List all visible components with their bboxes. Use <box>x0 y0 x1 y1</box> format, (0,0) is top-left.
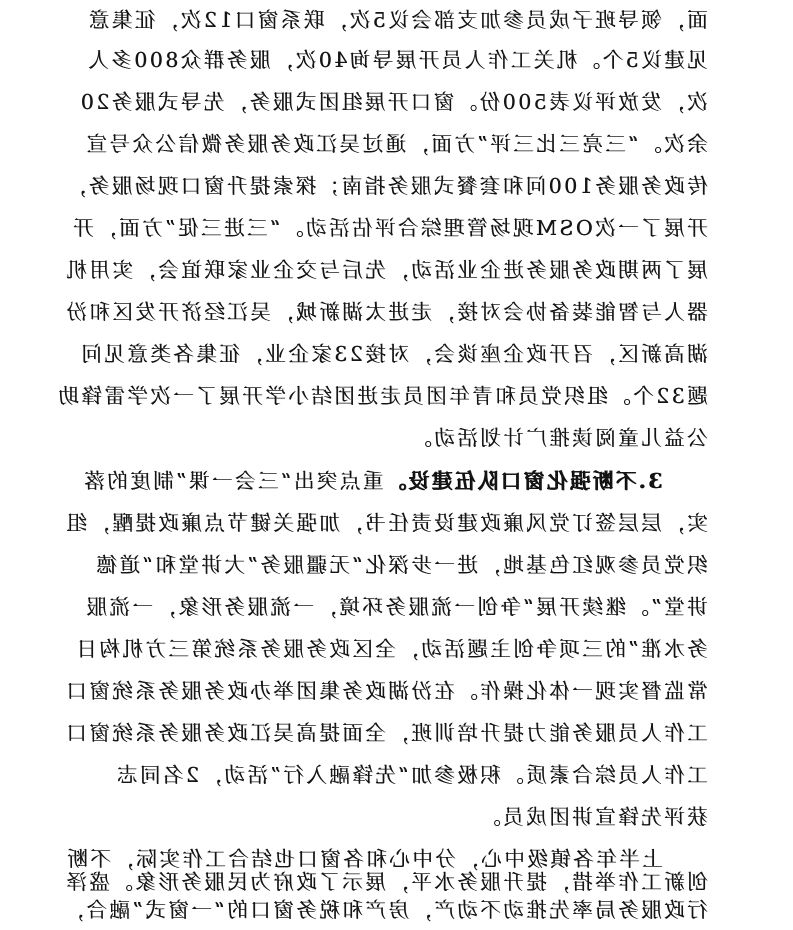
text-line: 公益儿童阅读推广计划活动。 <box>409 426 708 450</box>
text-line: 见建议5个。机关工作人员开展导询40次，服务群众800多人 <box>86 48 708 72</box>
text-line: 创新工作举措，提升服务水平，展示了政府为民服务形象。盛泽 <box>64 870 708 894</box>
text-line: 展了两期政务服务进企业活动，先后与交企业家联谊会，实用机 <box>64 258 708 282</box>
text-line: 务水准”的三项争创主题活动，全区政务服务系统第三方机构日 <box>74 637 708 661</box>
text-line: 余次。“三亮三比三评”方面，通过吴江政务服务微信公众号宣 <box>84 132 708 156</box>
text-line: 织党员参观红色基地，进一步深化“无疆服务”大讲堂和“道德 <box>94 553 708 577</box>
text-line: 常监督实现一体化操作。在汾湖政务集团举办政务服务系统窗口 <box>64 679 708 703</box>
section-heading-line <box>83 461 663 501</box>
text-line: 湖高新区，召开政企座谈会，对接23家企业，征集各类意见问 <box>79 342 708 366</box>
text-line: 器人与智能装备协会对接，走进太湖新城，吴江经济开发区和汾 <box>64 300 708 324</box>
text-line: 传政务服务100问和套餐式服务指南；探索提升窗口现场服务， <box>63 174 708 198</box>
text-line: 工作人员综合素质。积极参加“先锋融入行”活动，2名同志 <box>114 763 708 787</box>
text-line: 讲堂”。继续开展“争创一流服务环境，一流服务形象，一流服 <box>84 595 708 619</box>
section-heading: 3.不断强化窗口队伍建设。 <box>383 469 663 493</box>
text-line: 题32个。组织党员和青年团员走进团结小学开展了一次学雷锋助 <box>56 384 708 408</box>
text-line: 工作人员服务能力提升培训班，全面提高吴江政务服务系统窗口 <box>64 721 708 745</box>
text-line: 上半年各镇级中心，分中心和各窗口也结合工作实际，不断 <box>65 847 663 871</box>
text-line: 面，领导班子成员参加支部会议5次，联系窗口12次，征集意 <box>86 8 708 32</box>
text-line: 实，层层签订党风廉政建设责任书，加强关键节点廉政提醒，组 <box>64 511 708 535</box>
text-line: 开展了一次OSM现场管理综合评估活动。“三进三促”方面，开 <box>71 216 708 240</box>
heading-continuation: 重点突出“三会一课”制度的落 <box>81 469 384 493</box>
text-line: 次，发放评议表500份。窗口开展组团式服务，先导式服务20 <box>78 90 708 114</box>
text-line: 行政服务局率先推动不动产，房产和税务窗口的“一窗式”融合， <box>61 898 708 922</box>
text-line: 获评先锋宣讲团成员。 <box>478 805 708 829</box>
